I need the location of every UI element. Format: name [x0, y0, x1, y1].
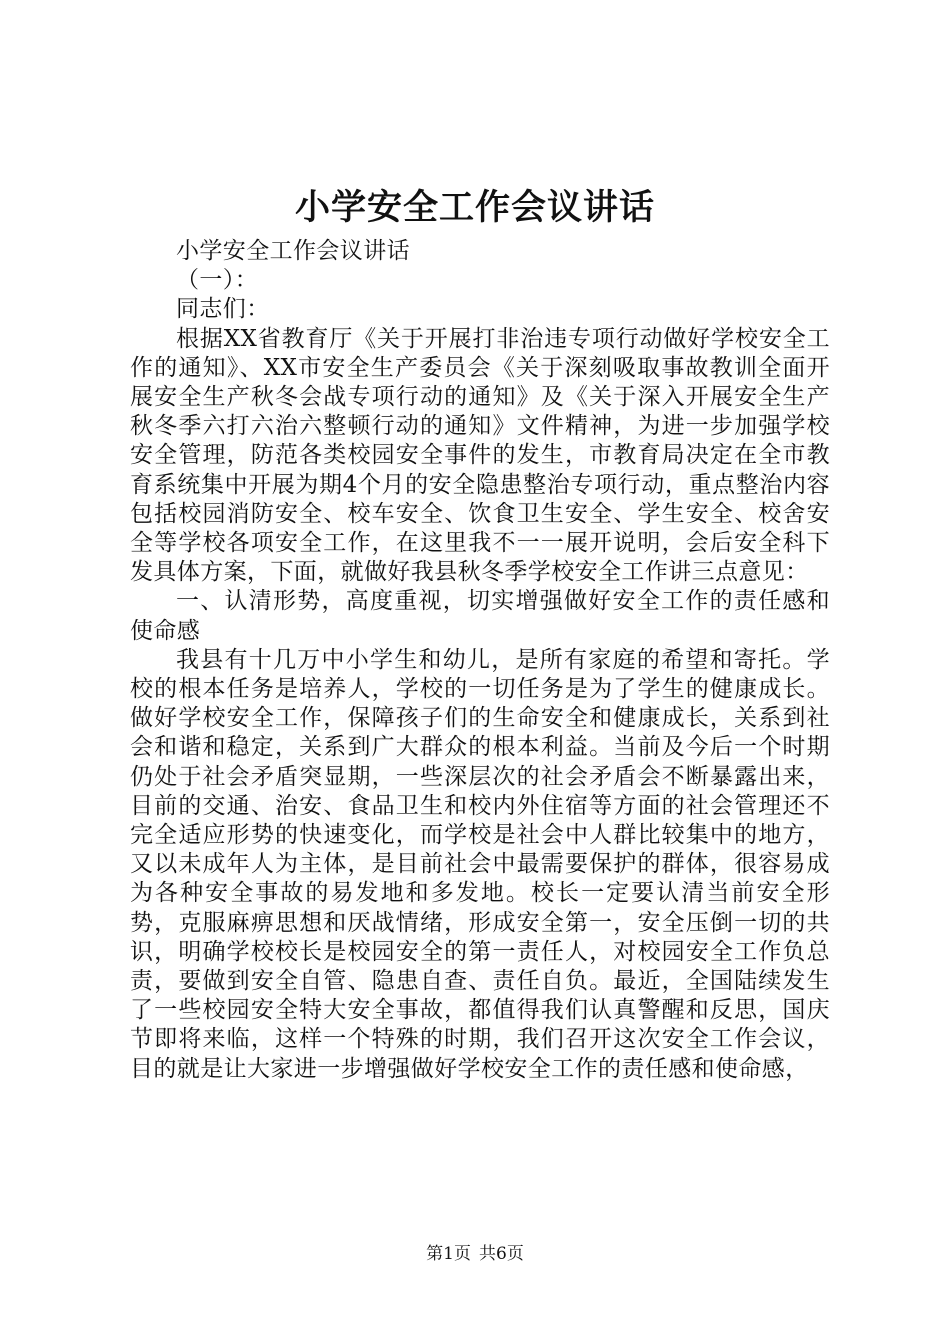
- page-footer: [0, 1242, 950, 1266]
- document-body: [130, 237, 830, 1084]
- paragraph-introduction: 根据XX省教育厅《关于开展打非治违专项行动做好学校安全工作的通知》、XX市安全生产委员会《关于深刻吸取事故教训全面开展安全生产秋冬会战专项行动的通知》及《关于深入开展安全生产秋冬季六打六治六整顿行动的通知》文件精神，为进一步加强学校安全管理，防范各类校园安全事件的发生，市教育局决定在全市教育系统集中开展为期4个月的安全隐患整治专项行动，重点整治内容包括校园消防安全、校车安全、饮食卫生安全、学生安全、校舍安全等学校各项安全工作，在这里我不一一展开说明，会后安全科下发具体方案，下面，就做好我县秋冬季学校安全工作讲三点意见：: [130, 325, 830, 586]
- document-title: 小学安全工作会议讲话: [294, 187, 655, 228]
- paragraph-salutation: 同志们：: [176, 296, 270, 323]
- page-number: 第1页: [426, 1244, 471, 1264]
- paragraph-body: 我县有十几万中小学生和幼儿，是所有家庭的希望和寄托。学校的根本任务是培养人，学校的一切任务是为了学生的健康成长。做好学校安全工作，保障孩子们的生命安全和健康成长，关系到社会和谐和稳定，关系到广大群众的根本利益。当前及今后一个时期仍处于社会矛盾突显期，一些深层次的社会矛盾会不断暴露出来，目前的交通、治安、食品卫生和校内外住宿等方面的社会管理还不完全适应形势的快速变化，而学校是社会中人群比较集中的地方，又以未成年人为主体，是目前社会中最需要保护的群体，很容易成为各种安全事故的易发地和多发地。校长一定要认清当前安全形势，克服麻痹思想和厌战情绪，形成安全第一，安全压倒一切的共识，明确学校校长是校园安全的第一责任人，对校园安全工作负总责，要做到安全自管、隐患自查、责任自负。最近，全国陆续发生了一些校园安全特大安全事故，都值得我们认真警醒和反思，国庆节即将来临，这样一个特殊的时期，我们召开这次安全工作会议，目的就是让大家进一步增强做好学校安全工作的责任感和使命感，: [130, 646, 830, 1082]
- paragraph-section-number: （一）：: [176, 267, 259, 294]
- page-total: 共6页: [479, 1244, 524, 1264]
- paragraph-subtitle: 小学安全工作会议讲话: [176, 238, 410, 264]
- paragraph-heading-one: 一、认清形势，高度重视，切实增强做好安全工作的责任感和使命感: [130, 588, 830, 644]
